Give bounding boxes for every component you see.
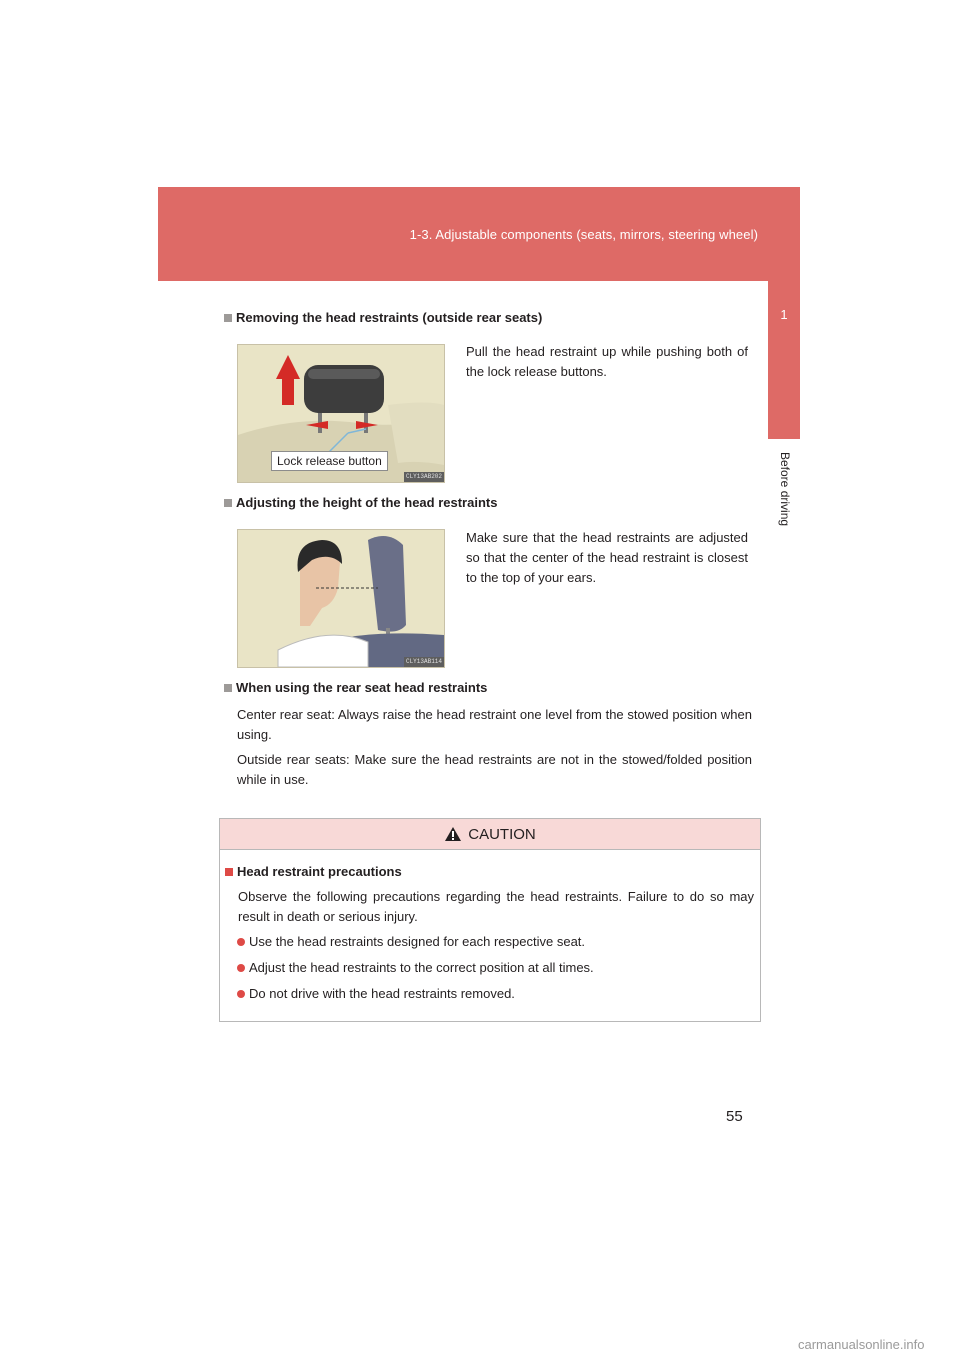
adjusting-heading [224, 495, 497, 510]
figure-code: CLY13AB114 [405, 658, 442, 665]
caution-item [237, 934, 585, 949]
headrest-removal-figure [237, 344, 445, 483]
center-rear-seat-paragraph: Center rear seat: Always raise the head restraint one level from the stowed position when using. [237, 707, 752, 742]
bullet-dot-icon [237, 990, 245, 998]
removing-instructions: Pull the head restraint up while pushing both of the lock release buttons. [466, 344, 748, 379]
caution-item-text: Adjust the head restraints to the correct position at all times. [249, 960, 594, 975]
header-band [158, 187, 800, 281]
figure-code: CLY13AB202 [405, 473, 442, 480]
warning-triangle-icon [444, 826, 462, 842]
caution-title: CAUTION [468, 825, 536, 843]
caution-item [237, 960, 594, 975]
caution-intro: Observe the following precautions regarding the head restraints. Failure to do so may result in death or serious injury. [238, 889, 754, 924]
bullet-dot-icon [237, 964, 245, 972]
caution-box [219, 818, 761, 1022]
caution-item-text: Use the head restraints designed for each respective seat. [249, 934, 586, 949]
square-bullet-icon [224, 499, 232, 507]
removing-heading-text: Removing the head restraints (outside rear seats) [236, 310, 543, 325]
adjusting-instructions: Make sure that the head restraints are adjusted so that the center of the head restraint is closest to the top of your ears. [466, 530, 748, 585]
chapter-number: 1 [780, 307, 788, 322]
caution-subheading-text: Head restraint precautions [237, 864, 402, 879]
rear-seat-heading-text: When using the rear seat head restraints [236, 680, 488, 695]
page-number: 55 [726, 1108, 743, 1125]
square-bullet-icon [224, 684, 232, 692]
bullet-dot-icon [237, 938, 245, 946]
adjusting-heading-text: Adjusting the height of the head restraints [236, 495, 498, 510]
caution-item-text: Do not drive with the head restraints removed. [249, 986, 515, 1001]
square-bullet-icon [224, 314, 232, 322]
headrest-height-figure [237, 529, 445, 668]
rear-seat-heading [224, 680, 487, 695]
square-bullet-icon [225, 868, 233, 876]
chapter-tab [768, 281, 800, 439]
removing-heading [224, 310, 542, 325]
caution-header [220, 819, 760, 850]
caution-item [237, 986, 515, 1001]
chapter-label: Before driving [778, 452, 792, 527]
outside-rear-seats-paragraph: Outside rear seats: Make sure the head restraints are not in the stowed/folded position while in use. [237, 752, 752, 787]
caution-subheading [225, 864, 402, 879]
section-title: 1-3. Adjustable components (seats, mirrors, steering wheel) [409, 227, 758, 242]
watermark: carmanualsonline.info [798, 1337, 925, 1352]
headrest-height-illustration [238, 530, 444, 667]
lock-release-callout: Lock release button [271, 451, 388, 471]
